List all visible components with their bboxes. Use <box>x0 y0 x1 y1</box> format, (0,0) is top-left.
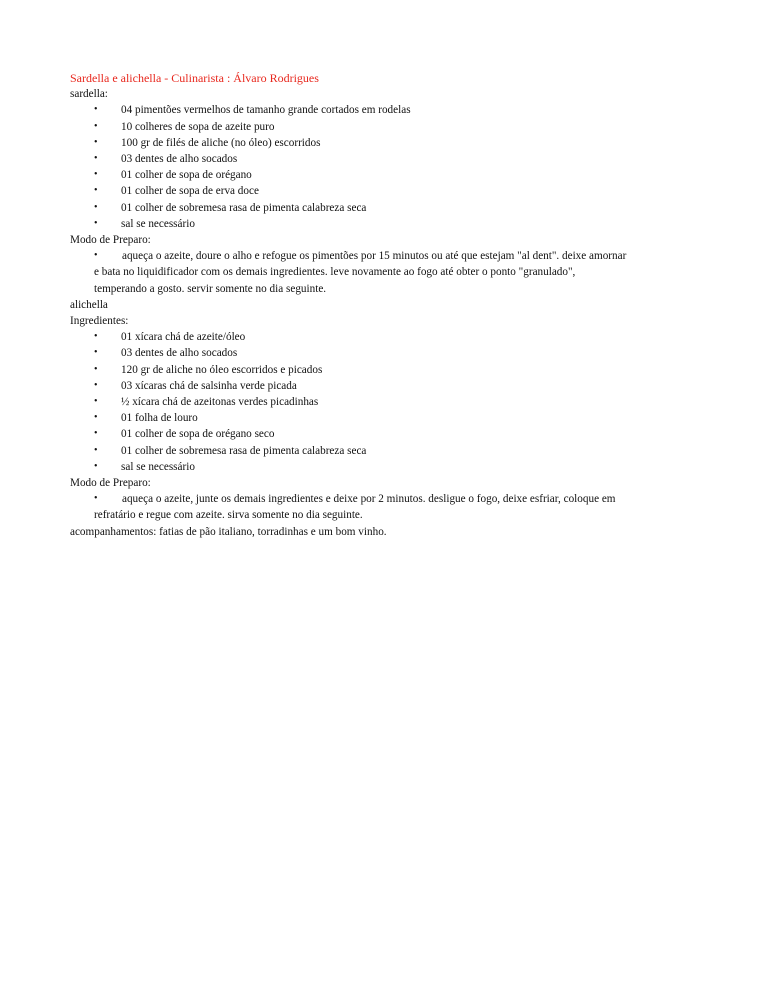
method-line: aqueça o azeite, doure o alho e refogue os pimentões por 15 minutos ou até que estejam "al dent". deixe amornar <box>122 250 627 263</box>
accompaniments-text: acompanhamentos: fatias de pão italiano, torradinhas e um bom vinho. <box>70 525 387 538</box>
list-item <box>70 183 710 199</box>
list-item <box>70 459 710 475</box>
bullet-icon: • <box>94 217 98 229</box>
ingredient-text: 01 colher de sobremesa rasa de pimenta calabreza seca <box>121 444 367 457</box>
bullet-icon: • <box>94 120 98 132</box>
ingredient-text: 04 pimentões vermelhos de tamanho grande cortados em rodelas <box>121 104 411 117</box>
method-line: e bata no liquidificador com os demais ingredientes. leve novamente ao fogo até obter o ponto "granulado", <box>94 266 576 279</box>
ingredient-text: sal se necessário <box>121 460 195 473</box>
bullet-icon: • <box>94 347 98 359</box>
list-item <box>70 362 710 378</box>
ingredient-text: 10 colheres de sopa de azeite puro <box>121 120 275 133</box>
list-item <box>70 151 710 167</box>
sardella-method-heading: Modo de Preparo: <box>70 234 151 247</box>
method-line: aqueça o azeite, junte os demais ingredientes e deixe por 2 minutos. desligue o fogo, deixe esfriar, coloque em <box>122 493 616 506</box>
bullet-icon: • <box>94 104 98 116</box>
list-item <box>70 329 710 345</box>
bullet-icon: • <box>94 493 98 505</box>
list-item <box>70 102 710 118</box>
ingredient-text: 01 colher de sopa de orégano <box>121 169 252 182</box>
ingredient-text: sal se necessário <box>121 217 195 230</box>
list-item <box>70 443 710 459</box>
document-body <box>70 70 710 540</box>
alichella-ingredients-list <box>70 329 710 475</box>
bullet-icon: • <box>94 428 98 440</box>
ingredient-text: 03 dentes de alho socados <box>121 347 238 360</box>
ingredient-text: 01 colher de sopa de erva doce <box>121 185 259 198</box>
bullet-icon: • <box>94 201 98 213</box>
list-item <box>70 167 710 183</box>
bullet-icon: • <box>94 444 98 456</box>
ingredient-text: ½ xícara chá de azeitonas verdes picadinhas <box>121 396 319 409</box>
list-item <box>70 345 710 361</box>
bullet-icon: • <box>94 331 98 343</box>
document-title: Sardella e alichella - Culinarista : Álvaro Rodrigues <box>70 71 319 85</box>
bullet-icon: • <box>94 379 98 391</box>
bullet-icon: • <box>94 363 98 375</box>
ingredient-text: 03 dentes de alho socados <box>121 153 238 166</box>
list-item <box>70 135 710 151</box>
method-line: temperando a gosto. servir somente no dia seguinte. <box>94 282 327 295</box>
method-line: refratário e regue com azeite. sirva somente no dia seguinte. <box>94 509 363 522</box>
ingredient-text: 01 xícara chá de azeite/óleo <box>121 331 246 344</box>
list-item <box>70 119 710 135</box>
bullet-icon: • <box>94 136 98 148</box>
bullet-icon: • <box>94 153 98 165</box>
list-item <box>70 200 710 216</box>
sardella-ingredients-list <box>70 102 710 232</box>
list-item <box>70 394 710 410</box>
ingredient-text: 120 gr de aliche no óleo escorridos e picados <box>121 363 323 376</box>
bullet-icon: • <box>94 412 98 424</box>
bullet-icon: • <box>94 185 98 197</box>
alichella-method-paragraph <box>70 491 710 523</box>
list-item <box>70 426 710 442</box>
bullet-icon: • <box>94 396 98 408</box>
list-item <box>70 410 710 426</box>
alichella-method-heading: Modo de Preparo: <box>70 477 151 490</box>
ingredient-text: 01 colher de sopa de orégano seco <box>121 428 275 441</box>
list-item <box>70 378 710 394</box>
ingredient-text: 100 gr de filés de aliche (no óleo) escorridos <box>121 136 321 149</box>
ingredient-text: 01 colher de sobremesa rasa de pimenta calabreza seca <box>121 201 367 214</box>
bullet-icon: • <box>94 250 98 262</box>
alichella-heading: alichella <box>70 298 108 311</box>
sardella-heading: sardella: <box>70 88 108 101</box>
list-item <box>70 216 710 232</box>
bullet-icon: • <box>94 169 98 181</box>
ingredient-text: 03 xícaras chá de salsinha verde picada <box>121 379 297 392</box>
bullet-icon: • <box>94 460 98 472</box>
ingredient-text: 01 folha de louro <box>121 412 198 425</box>
alichella-ingredients-heading: Ingredientes: <box>70 315 129 328</box>
sardella-method-paragraph <box>70 248 710 297</box>
